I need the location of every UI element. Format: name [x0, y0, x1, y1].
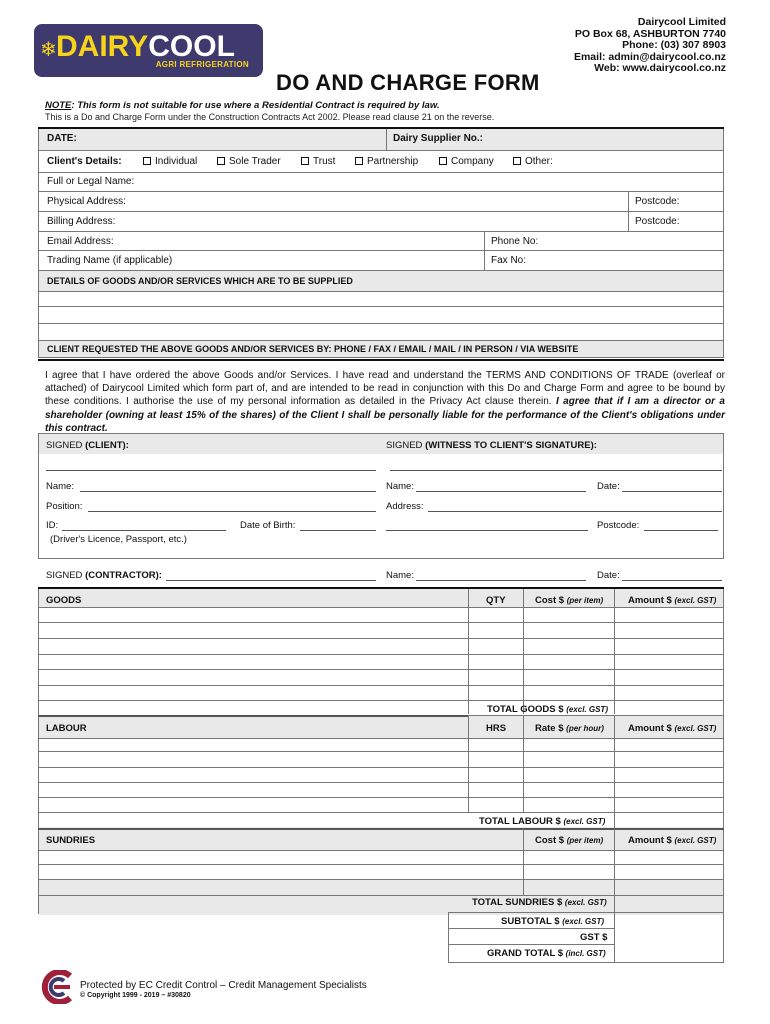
contractor-name-label: Name:	[386, 570, 414, 581]
labour-header: LABOUR	[46, 723, 87, 734]
witness-name-field[interactable]	[416, 491, 586, 492]
fax-label: Fax No:	[491, 255, 527, 266]
company-phone: Phone: (03) 307 8903	[622, 39, 726, 51]
position-field[interactable]	[88, 511, 376, 512]
id-note: (Driver's Licence, Passport, etc.)	[50, 534, 187, 545]
sundries-header: SUNDRIES	[46, 835, 96, 846]
note-subtext: This is a Do and Charge Form under the Construction Contracts Act 2002. Please read clause 21 on the reverse.	[45, 112, 495, 122]
trading-name-row[interactable]	[38, 251, 724, 271]
date-row	[38, 129, 724, 151]
witness-address-line2[interactable]	[386, 530, 588, 531]
client-details-row	[38, 151, 724, 173]
supplier-no-label[interactable]: Dairy Supplier No.:	[393, 133, 484, 144]
sundries-cost-header: Cost $ (per item)	[535, 835, 604, 846]
signed-client-label: SIGNED (CLIENT):	[46, 440, 129, 451]
contractor-date-field[interactable]	[622, 580, 722, 581]
company-address: PO Box 68, ASHBURTON 7740	[574, 27, 726, 40]
footer-protected: Protected by EC Credit Control – Credit Management Specialists	[80, 980, 367, 991]
witness-date-label: Date:	[597, 481, 620, 492]
footer-copyright: © Copyright 1999 - 2019 – #30820	[80, 992, 191, 999]
dairycool-logo	[34, 24, 263, 77]
requested-by-row: CLIENT REQUESTED THE ABOVE GOODS AND/OR SERVICES BY: PHONE / FAX / EMAIL / MAIL / IN PERSON / VIA WEBSITE	[38, 341, 724, 358]
rate-header: Rate $ (per hour)	[535, 723, 604, 734]
id-label: ID:	[46, 520, 59, 531]
checkbox-sole-trader[interactable]: Sole Trader	[217, 156, 281, 167]
position-label: Position:	[46, 501, 83, 512]
full-name-label: Full or Legal Name:	[47, 176, 135, 187]
postcode-label: Postcode:	[635, 196, 680, 207]
checkbox-other[interactable]: Other:	[513, 156, 553, 167]
cost-header: Cost $ (per item)	[535, 595, 604, 606]
qty-header: QTY	[486, 595, 506, 606]
labour-amount-header: Amount $ (excl. GST)	[628, 723, 717, 734]
sundries-amount-header: Amount $ (excl. GST)	[628, 835, 717, 846]
witness-postcode-field[interactable]	[644, 530, 718, 531]
company-name: Dairycool Limited	[637, 16, 726, 28]
goods-header: GOODS	[46, 595, 82, 606]
logo-wordmark: DAIRYCOOL	[56, 30, 235, 63]
company-email: Email: admin@dairycool.co.nz	[573, 50, 726, 63]
dob-field[interactable]	[300, 530, 376, 531]
checkbox-partnership[interactable]: Partnership	[355, 156, 418, 167]
client-name-field[interactable]	[80, 491, 376, 492]
snowflake-icon: ❄	[40, 39, 57, 61]
physical-address-label: Physical Address:	[47, 196, 126, 207]
subtotal-label: SUBTOTAL $ (excl. GST)	[501, 916, 605, 927]
billing-address-row[interactable]	[38, 212, 724, 232]
billing-address-label: Billing Address:	[47, 216, 116, 227]
witness-name-label: Name:	[386, 481, 414, 492]
physical-address-row[interactable]	[38, 192, 724, 212]
goods-services-header: DETAILS OF GOODS AND/OR SERVICES WHICH ARE TO BE SUPPLIED	[38, 271, 724, 292]
client-details-label: Client's Details:	[47, 156, 122, 167]
checkbox-trust[interactable]: Trust	[301, 156, 335, 167]
dob-label: Date of Birth:	[240, 520, 296, 531]
goods-services-line[interactable]	[38, 324, 724, 341]
contractor-name-field[interactable]	[416, 580, 586, 581]
company-info	[574, 17, 726, 75]
form-title: DO AND CHARGE FORM	[276, 70, 540, 95]
witness-address-label: Address:	[386, 501, 424, 512]
contractor-date-label: Date:	[597, 570, 620, 581]
total-sundries-label: TOTAL SUNDRIES $ (excl. GST)	[472, 897, 607, 908]
email-row[interactable]	[38, 232, 724, 251]
agreement-text: I agree that I have ordered the above Goods and/or Services. I have read and understand the TERMS AND CONDITIONS OF TRADE (overleaf or attached) of Dairycool Limited which form part of, and are intended to be read in conjunction with this Do and Charge Form and agree to be bound by these conditions. I authorise the use of my personal information as detailed in the Privacy Act clause therein. I agree that if I am a director or a shareholder (owning at least 15% of the shares) of the Client I shall be personally liable for the performance of the Client's obligations under this contract.	[45, 370, 725, 434]
witness-address-field[interactable]	[428, 511, 722, 512]
witness-signature-line[interactable]	[390, 470, 722, 471]
gst-label: GST $	[580, 932, 608, 943]
client-signature-line[interactable]	[46, 470, 376, 471]
grand-total-label: GRAND TOTAL $ (incl. GST)	[487, 948, 606, 959]
phone-label: Phone No:	[491, 236, 539, 247]
divider	[38, 359, 724, 361]
postcode-label: Postcode:	[635, 216, 680, 227]
id-field[interactable]	[62, 530, 226, 531]
goods-services-line[interactable]	[38, 307, 724, 324]
signed-contractor-label: SIGNED (CONTRACTOR):	[46, 570, 162, 581]
total-goods-label: TOTAL GOODS $ (excl. GST)	[487, 704, 608, 715]
witness-postcode-label: Postcode:	[597, 520, 640, 531]
company-web: Web: www.dairycool.co.nz	[594, 62, 726, 74]
trading-name-label: Trading Name (if applicable)	[47, 255, 173, 266]
signed-witness-label: SIGNED (WITNESS TO CLIENT'S SIGNATURE):	[386, 440, 597, 451]
email-label: Email Address:	[47, 236, 114, 247]
total-labour-label: TOTAL LABOUR $ (excl. GST)	[479, 816, 606, 827]
date-label: DATE:	[47, 133, 77, 144]
client-name-label: Name:	[46, 481, 74, 492]
goods-services-line[interactable]	[38, 292, 724, 307]
checkbox-company[interactable]: Company	[439, 156, 494, 167]
full-name-row[interactable]	[38, 173, 724, 192]
checkbox-individual[interactable]: Individual	[143, 156, 197, 167]
witness-date-field[interactable]	[622, 491, 722, 492]
amount-header: Amount $ (excl. GST)	[628, 595, 717, 606]
logo-tagline: AGRI REFRIGERATION	[155, 60, 249, 69]
contractor-signature-line[interactable]	[166, 580, 376, 581]
ec-credit-logo-icon	[40, 970, 76, 1004]
note: NOTE: This form is not suitable for use where a Residential Contract is required by law.	[45, 100, 440, 111]
hrs-header: HRS	[486, 723, 507, 734]
